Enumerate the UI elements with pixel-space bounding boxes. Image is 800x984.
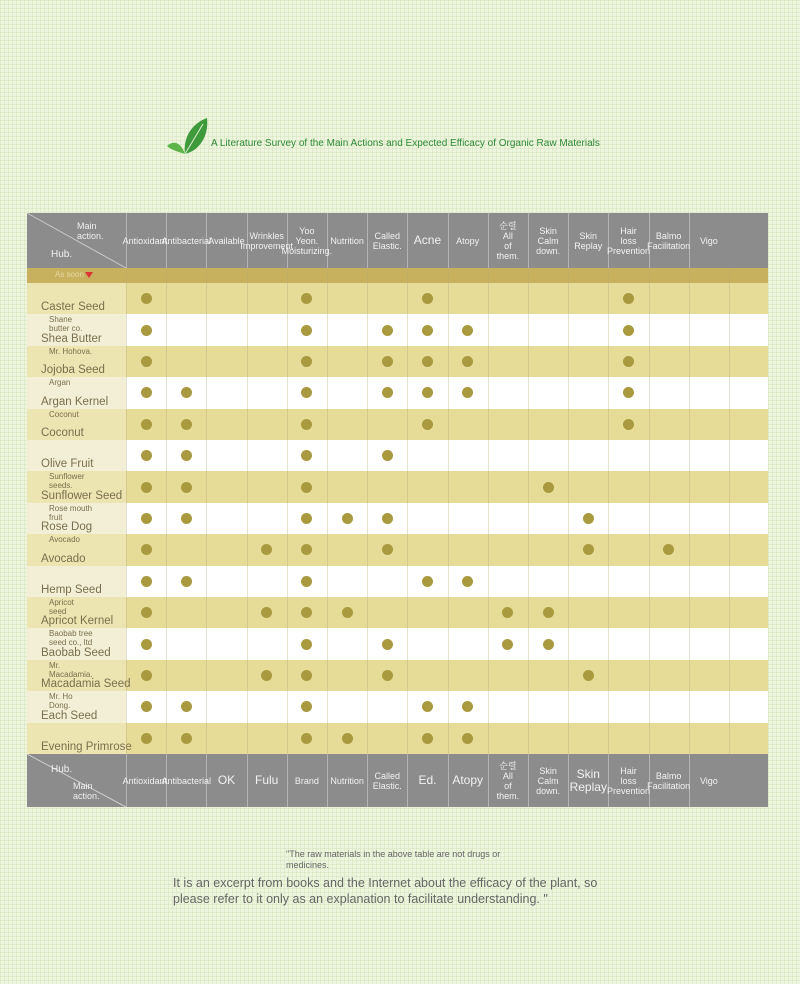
efficacy-dot: [181, 701, 192, 712]
row-subtitle: Argan: [49, 378, 71, 388]
column-divider: [166, 268, 167, 754]
header-column-4: Wrinkles Improvement: [240, 230, 293, 251]
column-divider: [327, 268, 328, 754]
footer-column-13: Hair loss Prevention: [606, 765, 650, 796]
efficacy-dot: [462, 733, 473, 744]
efficacy-dot: [462, 387, 473, 398]
efficacy-dot: [141, 544, 152, 555]
efficacy-dot: [261, 607, 272, 618]
efficacy-dot: [623, 356, 634, 367]
efficacy-dot: [543, 482, 554, 493]
row-name-cell: [27, 471, 126, 502]
row-subtitle: Shane butter co.: [49, 315, 83, 334]
row-material-name: Sunflower Seed: [41, 489, 123, 502]
row-material-name: Evening Primrose: [41, 740, 132, 753]
table-row: [27, 440, 768, 471]
page-title: A Literature Survey of the Main Actions and Expected Efficacy of Organic Raw Materials: [211, 138, 600, 149]
table-footer: [27, 754, 768, 807]
efficacy-dot: [301, 670, 312, 681]
row-name-cell: [27, 283, 126, 314]
footer-corner-top: Hub.: [51, 764, 73, 775]
header-column-12: Skin Replay: [574, 230, 603, 251]
efficacy-dot: [583, 544, 594, 555]
row-subtitle: Apricot seed: [49, 598, 74, 616]
efficacy-dot: [301, 293, 312, 304]
efficacy-dot: [623, 293, 634, 304]
efficacy-dot: [141, 387, 152, 398]
efficacy-dot: [141, 576, 152, 587]
efficacy-dot: [301, 544, 312, 555]
row-material-name: Rose Dog: [41, 521, 93, 534]
efficacy-dot: [141, 513, 152, 524]
efficacy-dot: [141, 639, 152, 650]
table-row: [27, 660, 768, 691]
footer-corner-bottom: Main action.: [73, 781, 100, 801]
header-column-10: 순렬 All of them.: [496, 220, 520, 261]
triangle-down-icon: [85, 272, 93, 278]
efficacy-dot: [382, 387, 393, 398]
efficacy-dot: [422, 733, 433, 744]
efficacy-dot: [301, 576, 312, 587]
row-material-name: Olive Fruit: [41, 458, 94, 471]
efficacy-dot: [141, 482, 152, 493]
row-subtitle: Avocado: [49, 535, 80, 545]
footer-column-1: Antioxidant.: [122, 775, 170, 786]
row-material-name: Jojoba Seed: [41, 364, 105, 377]
efficacy-dot: [141, 293, 152, 304]
category-row: [27, 268, 768, 283]
header-column-2: Antibacterial: [161, 235, 212, 246]
row-material-name: Apricot Kernel: [41, 615, 114, 628]
efficacy-dot: [301, 513, 312, 524]
header-column-8: Acne: [413, 233, 442, 247]
table-row: [27, 723, 768, 754]
efficacy-dot: [181, 733, 192, 744]
row-name-cell: [27, 503, 126, 534]
efficacy-dot: [301, 450, 312, 461]
table-row: [27, 503, 768, 534]
efficacy-dot: [502, 607, 513, 618]
column-divider: [568, 268, 569, 754]
table-row: [27, 471, 768, 502]
row-material-name: Shea Butter: [41, 332, 102, 345]
efficacy-dot: [382, 450, 393, 461]
efficacy-dot: [301, 482, 312, 493]
efficacy-dot: [422, 356, 433, 367]
header-column-15: Vigo: [699, 235, 718, 246]
column-divider: [528, 268, 529, 754]
table-header: [27, 213, 768, 268]
row-subtitle: Mr. Macadamia.: [49, 660, 93, 679]
footer-column-12: Skin Replay: [569, 766, 607, 794]
column-divider: [448, 268, 449, 754]
efficacy-dot: [261, 670, 272, 681]
efficacy-dot: [301, 387, 312, 398]
row-material-name: Argan Kernel: [41, 395, 109, 408]
efficacy-dot: [422, 576, 433, 587]
row-subtitle: Mr. Ho Dong.: [49, 692, 73, 711]
row-name-cell: [27, 660, 131, 691]
efficacy-dot: [422, 701, 433, 712]
efficacy-dot: [462, 356, 473, 367]
efficacy-dot: [181, 450, 192, 461]
footer-column-9: Atopy: [452, 773, 484, 787]
row-subtitle: Coconut: [49, 409, 79, 419]
table-row: [27, 283, 768, 314]
footer-column-14: Balmo Facilitation: [647, 770, 691, 791]
efficacy-dot: [141, 419, 152, 430]
efficacy-dot: [301, 701, 312, 712]
leaf-icon: [165, 116, 211, 160]
efficacy-dot: [342, 733, 353, 744]
table-row: [27, 628, 768, 659]
disclaimer-line-2: It is an excerpt from books and the Internet about the efficacy of the plant, so please refer to it only as an explanation to facilitate understanding. ": [173, 876, 598, 906]
efficacy-dot: [141, 670, 152, 681]
footer-column-2: Antibacterial: [161, 775, 212, 786]
row-subtitle: Baobab tree seed co., ltd: [49, 629, 93, 648]
efficacy-dot: [382, 325, 393, 336]
footer-corner-diagonal: [27, 754, 126, 807]
page-title-block: [165, 116, 625, 160]
efficacy-dot: [623, 325, 634, 336]
efficacy-dot: [462, 701, 473, 712]
efficacy-dot: [623, 419, 634, 430]
efficacy-dot: [623, 387, 634, 398]
footer-column-3: OK: [217, 773, 236, 787]
efficacy-dot: [261, 544, 272, 555]
table-row: [27, 409, 768, 440]
table-row: [27, 597, 768, 628]
efficacy-dot: [181, 387, 192, 398]
efficacy-dot: [422, 419, 433, 430]
efficacy-dot: [181, 419, 192, 430]
header-column-6: Nutrition: [330, 235, 364, 246]
header-corner-top: Main action.: [77, 221, 104, 241]
efficacy-dot: [342, 607, 353, 618]
efficacy-dot: [663, 544, 674, 555]
efficacy-dot: [301, 733, 312, 744]
column-divider: [367, 268, 368, 754]
row-subtitle: Mr. Hohova.: [49, 346, 93, 356]
row-material-name: Hemp Seed: [41, 583, 102, 596]
row-name-cell: [27, 691, 126, 722]
footer-column-10: 순렬 All of them.: [496, 760, 520, 801]
header-column-9: Atopy: [456, 235, 480, 246]
efficacy-dot: [181, 482, 192, 493]
efficacy-dot: [181, 513, 192, 524]
efficacy-dot: [301, 639, 312, 650]
column-divider: [126, 268, 127, 754]
header-column-7: Called Elastic.: [372, 230, 402, 251]
efficacy-dot: [583, 670, 594, 681]
footer-column-6: Nutrition: [330, 775, 364, 786]
footer-column-7: Called Elastic.: [372, 770, 402, 791]
column-divider: [608, 268, 609, 754]
row-name-cell: [27, 628, 126, 659]
efficacy-dot: [502, 639, 513, 650]
row-material-name: Caster Seed: [41, 301, 105, 314]
row-name-cell: [27, 597, 126, 628]
row-name-cell: [27, 566, 126, 597]
column-divider: [689, 268, 690, 754]
row-name-cell: [27, 723, 132, 754]
efficacy-dot: [422, 387, 433, 398]
footer-column-15: Vigo: [699, 775, 718, 786]
row-name-cell: [27, 534, 126, 565]
column-divider: [287, 268, 288, 754]
efficacy-dot: [301, 325, 312, 336]
row-material-name: Each Seed: [41, 709, 98, 722]
table-row: [27, 314, 768, 345]
row-name-cell: [27, 377, 126, 408]
header-column-13: Hair loss Prevention: [606, 225, 650, 256]
disclaimer-line-1: "The raw materials in the above table are not drugs or medicines.: [286, 849, 501, 870]
row-name-cell: [27, 314, 126, 345]
row-subtitle: Rose mouth fruit: [49, 503, 93, 522]
row-subtitle: Sunflower seeds.: [49, 472, 85, 491]
row-material-name: Baobab Seed: [41, 646, 111, 659]
efficacy-dot: [543, 639, 554, 650]
efficacy-dot: [382, 639, 393, 650]
efficacy-dot: [301, 607, 312, 618]
efficacy-dot: [422, 293, 433, 304]
efficacy-dot: [141, 325, 152, 336]
column-divider: [407, 268, 408, 754]
header-column-5: Yoo Yeon. Moisturizing.: [281, 225, 333, 256]
footer-column-8: Ed.: [418, 773, 437, 787]
efficacy-dot: [382, 670, 393, 681]
efficacy-dot: [462, 576, 473, 587]
row-material-name: Macadamia Seed: [41, 678, 131, 691]
column-divider: [206, 268, 207, 754]
footer-column-4: Fulu: [255, 773, 279, 787]
header-column-11: Skin Calm down.: [536, 225, 561, 256]
table-row: [27, 566, 768, 597]
efficacy-dot: [141, 450, 152, 461]
efficacy-dot: [422, 325, 433, 336]
row-material-name: Coconut: [41, 426, 84, 439]
header-column-14: Balmo Facilitation: [647, 230, 691, 251]
table-row: [27, 691, 768, 722]
column-divider: [488, 268, 489, 754]
efficacy-dot: [583, 513, 594, 524]
efficacy-dot: [301, 356, 312, 367]
header-corner-bottom: Hub.: [51, 249, 73, 260]
column-divider: [649, 268, 650, 754]
column-divider: [247, 268, 248, 754]
row-name-cell: [27, 440, 126, 471]
efficacy-dot: [382, 513, 393, 524]
row-name-cell: [27, 346, 126, 377]
efficacy-dot: [141, 733, 152, 744]
efficacy-dot: [141, 701, 152, 712]
category-label: As soon: [55, 270, 84, 279]
efficacy-dot: [301, 419, 312, 430]
efficacy-dot: [141, 607, 152, 618]
efficacy-table: [27, 213, 768, 807]
efficacy-dot: [543, 607, 554, 618]
header-column-1: Antioxidant.: [122, 235, 170, 246]
row-material-name: Avocado: [41, 552, 86, 565]
efficacy-dot: [342, 513, 353, 524]
row-name-cell: [27, 409, 126, 440]
column-divider: [729, 268, 730, 754]
efficacy-dot: [382, 544, 393, 555]
header-column-3: Available: [208, 235, 245, 246]
efficacy-dot: [181, 576, 192, 587]
efficacy-dot: [382, 356, 393, 367]
footer-column-11: Skin Calm down.: [536, 765, 561, 796]
table-row: [27, 346, 768, 377]
efficacy-dot: [141, 356, 152, 367]
efficacy-dot: [462, 325, 473, 336]
header-corner-diagonal: [27, 213, 126, 268]
table-row: [27, 377, 768, 408]
table-row: [27, 534, 768, 565]
footer-column-5: Brand: [294, 775, 319, 786]
